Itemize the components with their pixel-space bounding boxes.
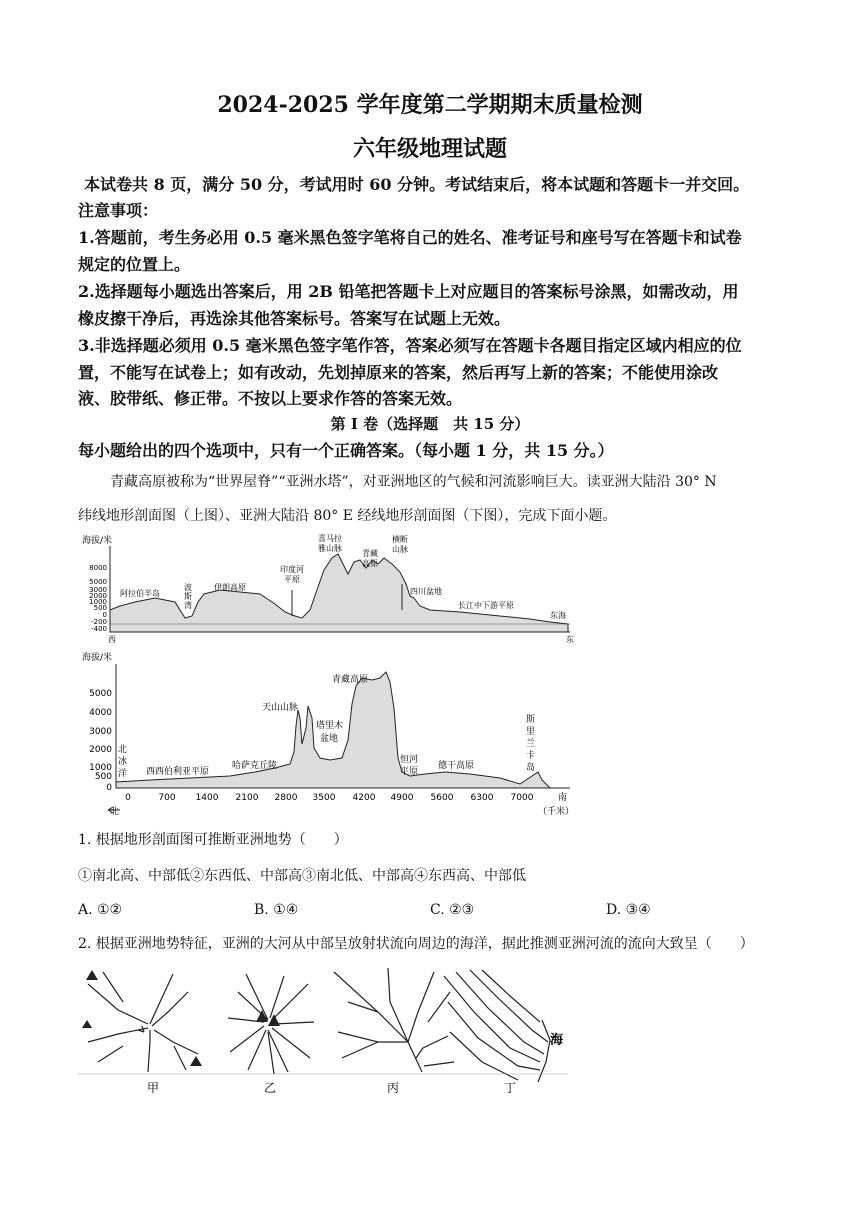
xtick: 3500 <box>312 793 336 803</box>
passage-line-1: 青藏高原被称为“世界屋脊”“亚洲水塔”，对亚洲地区的气候和河流影响巨大。读亚洲大陆沿 30° N <box>110 474 717 490</box>
label-tarim: 塔里木 <box>316 721 344 731</box>
sea-label: 海 <box>550 1033 564 1048</box>
diagram-jia <box>88 972 198 1072</box>
ytick: 3000 <box>89 727 112 737</box>
xtick: 4200 <box>352 793 376 803</box>
label-arctic: 北 <box>118 745 128 755</box>
q1-option-d[interactable]: D. ③④ <box>606 902 651 918</box>
label-ganges: 恒河 <box>400 755 419 765</box>
label-iran: 伊朗高原 <box>214 583 246 592</box>
diagram-bing <box>334 968 454 1072</box>
profile-30n-diagram <box>80 532 580 644</box>
ytick: 3000 <box>89 586 107 594</box>
notice-item-1-cont: 规定的位置上。 <box>78 255 191 274</box>
label-gulf: 波 <box>184 583 192 592</box>
label-ganges: 平原 <box>400 767 419 777</box>
label-indus: 平原 <box>284 575 300 584</box>
notice-item-3-cont: 置，不能写在试卷上；如有改动，先划掉原来的答案，然后再写上新的答案；不能使用涂改 <box>78 363 719 382</box>
notice-heading: 注意事项： <box>78 201 159 220</box>
q1-stem: 1. 根据地形剖面图可推断亚洲地势（ ） <box>78 832 348 848</box>
xtick: 2800 <box>274 793 298 803</box>
exam-subtitle: 六年级地理试题 <box>352 136 507 162</box>
terrain-profile-30n <box>110 554 568 632</box>
label-west-siberia: 西西伯利亚平原 <box>146 767 210 777</box>
label-kazakh: 哈萨克丘陵 <box>232 761 278 771</box>
xtick: 0 <box>125 793 131 803</box>
ytick: 500 <box>93 604 107 612</box>
ytick: 2000 <box>89 592 107 600</box>
q1-statements: ①南北高、中部低②东西低、中部高③南北低、中部高④东西高、中部低 <box>78 868 526 884</box>
label-indus: 印度河 <box>280 565 304 574</box>
q2-stem: 2. 根据亚洲地势特征，亚洲的大河从中部呈放射状流向周边的海洋，据此推测亚洲河流的流向大致呈（ ） <box>78 936 754 952</box>
label-himalaya: 雅山脉 <box>318 544 342 553</box>
label-gulf: 湾 <box>184 601 192 610</box>
notice-item-1: 1.答题前，考生务必用 0.5 毫米黑色签字笔将自己的姓名、准考证号和座号写在答题卡和试卷 <box>78 228 742 247</box>
q1-option-b[interactable]: B. ①④ <box>254 902 299 918</box>
xunit: （千米） <box>538 807 575 817</box>
label-qingzang: 青藏 <box>362 549 378 558</box>
notice-item-2: 2.选择题每小题选出答案后，用 2B 铅笔把答题卡上对应题目的答案标号涂黑，如需改动，用 <box>78 282 739 301</box>
ytick: 500 <box>94 772 112 782</box>
xtick: 6300 <box>470 793 494 803</box>
label-hengduan: 横断 <box>392 535 408 544</box>
label-srilanka: 里 <box>526 727 536 737</box>
label-arctic: 洋 <box>118 769 128 779</box>
ytick: 0 <box>102 611 107 619</box>
section-heading: 第 I 卷（选择题 共 15 分） <box>330 415 530 433</box>
xtick: 5600 <box>430 793 454 803</box>
ytick: 2000 <box>89 745 112 755</box>
ytick: 5000 <box>89 689 112 699</box>
label-tarim: 盆地 <box>320 734 339 744</box>
q1-option-a[interactable]: A. ①② <box>78 902 123 918</box>
profile-80e-diagram <box>80 648 580 820</box>
ytick: -200 <box>91 618 107 626</box>
label-himalaya: 喜马拉 <box>318 534 342 543</box>
ytick: 1000 <box>89 763 112 773</box>
south-label: 南 <box>558 793 568 803</box>
notice-item-2-cont: 橡皮擦干净后，再选涂其他答案标号。答案写在试题上无效。 <box>78 309 511 328</box>
ytick: 4000 <box>89 708 112 718</box>
label-srilanka: 兰 <box>526 739 536 749</box>
west-label: 西 <box>108 635 116 644</box>
q1-option-c[interactable]: C. ②③ <box>430 902 475 918</box>
ytick: 5000 <box>89 578 107 586</box>
label-srilanka: 岛 <box>526 763 536 773</box>
label-arabia: 阿拉伯半岛 <box>120 589 160 598</box>
label-srilanka: 卡 <box>526 751 536 761</box>
label-yangtze: 长江中下游平原 <box>458 601 514 610</box>
section-instruction: 每小题给出的四个选项中，只有一个正确答案。（每小题 1 分，共 15 分。） <box>78 441 614 460</box>
north-label: 北 <box>110 807 120 817</box>
label-east-sea: 东海 <box>550 611 566 620</box>
xtick: 1400 <box>195 793 219 803</box>
exam-title: 2024-2025 学年度第二学期期末质量检测 <box>217 92 643 118</box>
label-hengduan: 山脉 <box>392 545 408 554</box>
diagram-label-yi: 乙 <box>263 1081 277 1095</box>
xtick: 2100 <box>235 793 259 803</box>
xtick: 7000 <box>510 793 534 803</box>
label-tianshan: 天山山脉 <box>262 703 299 713</box>
notice-item-3-cont2: 液、胶带纸、修正带。不按以上要求作答的答案无效。 <box>78 389 463 408</box>
diagram-label-jia: 甲 <box>146 1081 160 1095</box>
ytick: 0 <box>106 783 112 793</box>
label-deccan: 德干高原 <box>438 761 475 771</box>
label-qingzang: 高原 <box>362 559 378 568</box>
intro-line: 本试卷共 8 页，满分 50 分，考试用时 60 分钟。考试结束后，将本试题和答题卡一并交回。 <box>84 175 750 194</box>
label-sichuan: 四川盆地 <box>410 587 442 596</box>
label-qingzang: 青藏高原 <box>332 675 369 685</box>
diagram-label-ding: 丁 <box>503 1081 517 1095</box>
river-direction-diagrams <box>78 962 578 1100</box>
profile-top-ylabel: 海拔/米 <box>82 536 113 546</box>
label-srilanka: 斯 <box>526 715 536 725</box>
passage-line-2: 纬线地形剖面图（上图）、亚洲大陆沿 80° E 经线地形剖面图（下图），完成下面小题。 <box>78 508 617 524</box>
ytick: -400 <box>91 625 107 633</box>
diagram-label-bing: 丙 <box>386 1081 400 1095</box>
xtick: 4900 <box>390 793 414 803</box>
diagram-ding <box>444 970 550 1082</box>
ytick: 1000 <box>89 598 107 606</box>
profile-bottom-ylabel: 海拔/米 <box>82 653 113 663</box>
east-label: 东 <box>566 635 574 644</box>
label-arctic: 冰 <box>118 757 128 767</box>
notice-item-3: 3.非选择题必须用 0.5 毫米黑色签字笔作答，答案必须写在答题卡各题目指定区域内相应的位 <box>78 336 742 355</box>
label-gulf: 斯 <box>184 592 192 601</box>
xtick: 700 <box>158 793 176 803</box>
ytick: 8000 <box>89 564 107 572</box>
